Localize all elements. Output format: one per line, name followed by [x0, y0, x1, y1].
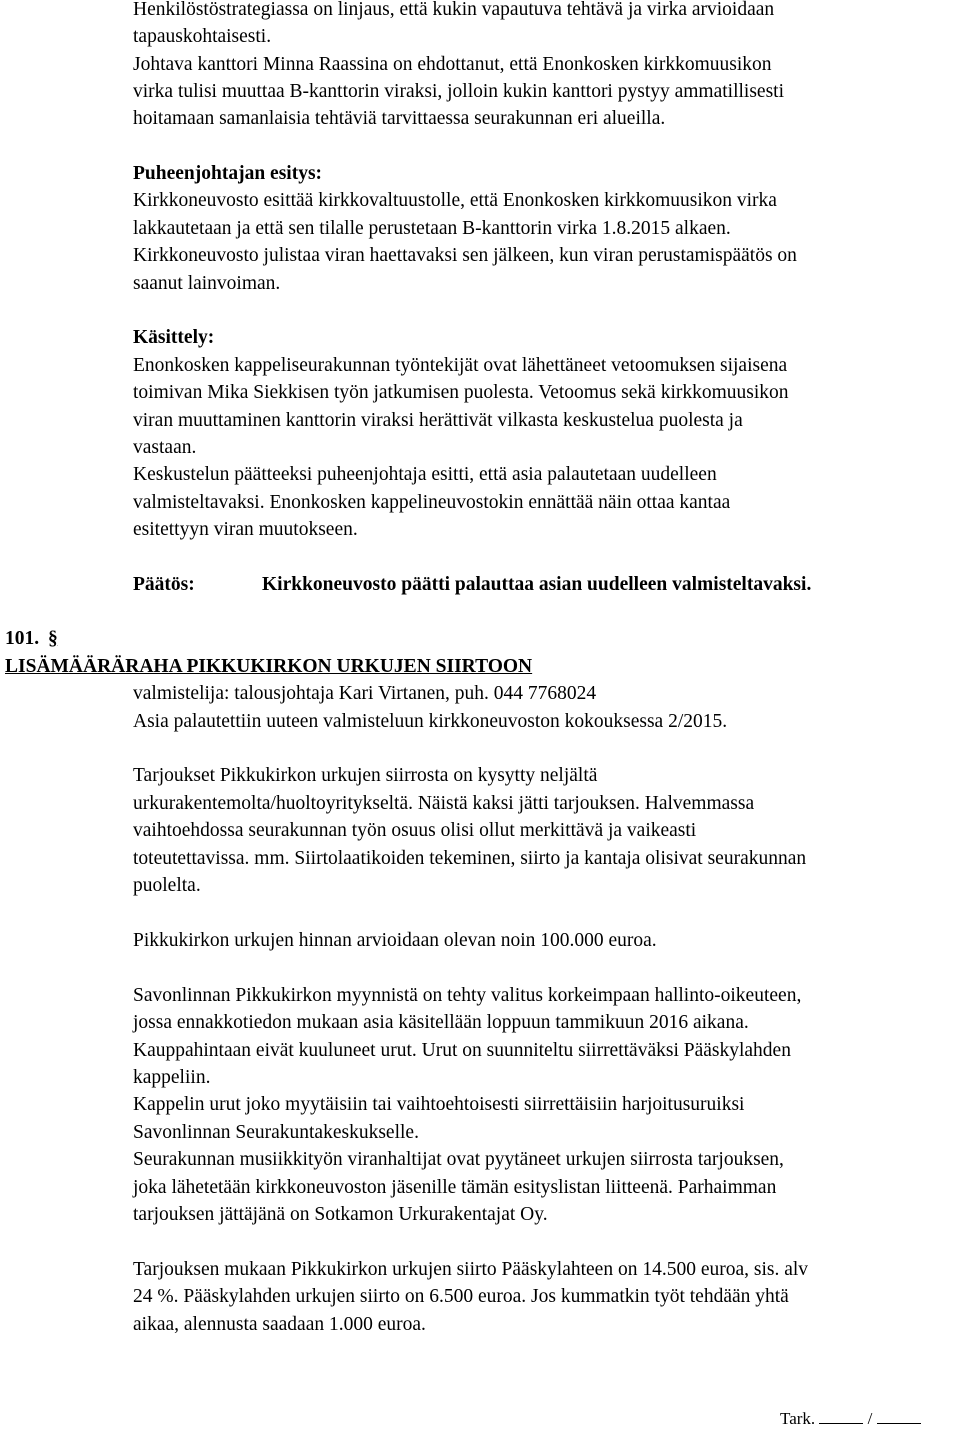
text-line: Enonkosken kappeliseurakunnan työntekijät ovat lähettäneet vetoomuksen sijaisena — [133, 355, 788, 376]
text-line: Savonlinnan Pikkukirkon myynnistä on tehty valitus korkeimpaan hallinto-oikeuteen, — [133, 985, 802, 1006]
decision-text: Kirkkoneuvosto päätti palauttaa asian uudelleen valmisteltavaksi. — [262, 574, 812, 595]
text-line: Kauppahintaan eivät kuuluneet urut. Urut on suunniteltu siirrettäväksi Pääskylahden — [133, 1040, 791, 1061]
checked-label — [780, 1410, 921, 1427]
text-line: aikaa, alennusta saadaan 1.000 euroa. — [133, 1314, 426, 1335]
text-line: valmisteltavaksi. Enonkosken kappelineuvostokin ennättää näin ottaa kantaa — [133, 492, 731, 513]
text-line: jossa ennakkotiedon mukaan asia käsitellään loppuun tammikuun 2016 aikana. — [133, 1012, 749, 1033]
text-line: valmistelija: talousjohtaja Kari Virtanen, puh. 044 7768024 — [133, 683, 597, 704]
text-line: urkurakentemolta/huoltoyritykseltä. Näistä kaksi jätti tarjouksen. Halvemmassa — [133, 793, 755, 814]
text-line: hoitamaan samanlaisia tehtäviä tarvittaessa seurakunnan eri alueilla. — [133, 108, 666, 129]
checked-blank-2 — [877, 1422, 921, 1424]
text-line: Johtava kanttori Minna Raassina on ehdottanut, että Enonkosken kirkkomuusikon — [133, 54, 772, 75]
text-line: Kirkkoneuvosto esittää kirkkovaltuustolle, että Enonkosken kirkkomuusikon virka — [133, 190, 777, 211]
section-sign: § — [48, 628, 58, 649]
text-line: 24 %. Pääskylahden urkujen siirto on 6.500 euroa. Jos kummatkin työt tehdään yhtä — [133, 1286, 789, 1307]
text-line: Pikkukirkon urkujen hinnan arvioidaan olevan noin 100.000 euroa. — [133, 930, 657, 951]
section-heading: Käsittely: — [133, 327, 215, 348]
text-line: esitettyyn viran muutokseen. — [133, 519, 358, 540]
item-title: LISÄMÄÄRÄRAHA PIKKUKIRKON URKUJEN SIIRTOON — [5, 656, 533, 677]
text-line: Keskustelun päätteeksi puheenjohtaja esitti, että asia palautetaan uudelleen — [133, 464, 717, 485]
text-line: lakkautetaan ja että sen tilalle perustetaan B-kanttorin virka 1.8.2015 alkaen. — [133, 218, 731, 239]
text-line: tarjouksen jättäjänä on Sotkamon Urkurakentajat Oy. — [133, 1204, 548, 1225]
text-line: Kirkkoneuvosto julistaa viran haettavaksi sen jälkeen, kun viran perustamispäätös on — [133, 245, 797, 266]
text-line: Tarjoukset Pikkukirkon urkujen siirrosta on kysytty neljältä — [133, 765, 598, 786]
text-line: Asia palautettiin uuteen valmisteluun kirkkoneuvoston kokouksessa 2/2015. — [133, 711, 728, 732]
text-line: Henkilöstöstrategiassa on linjaus, että kukin vapautuva tehtävä ja virka arvioidaan — [133, 0, 775, 20]
text-line: Seurakunnan musiikkityön viranhaltijat ovat pyytäneet urkujen siirrosta tarjouksen, — [133, 1149, 784, 1170]
text-line: joka lähetetään kirkkoneuvoston jäsenille tämän esityslistan liitteenä. Parhaimman — [133, 1177, 777, 1198]
text-line: vastaan. — [133, 437, 197, 458]
text-line: tapauskohtaisesti. — [133, 26, 272, 47]
text-line: kappeliin. — [133, 1067, 211, 1088]
text-line: Savonlinnan Seurakuntakeskukselle. — [133, 1122, 419, 1143]
decision-label: Päätös: — [133, 574, 195, 595]
checked-text: Tark. — [780, 1409, 816, 1428]
text-line: viran muuttaminen kanttorin viraksi herättivät vilkasta keskustelua puolesta ja — [133, 410, 743, 431]
item-number: 101. — [5, 628, 40, 649]
checked-slash: / — [867, 1409, 873, 1428]
text-line: toteutettavissa. mm. Siirtolaatikoiden tekeminen, siirto ja kantaja olisivat seurakunnan — [133, 848, 807, 869]
text-line: virka tulisi muuttaa B-kanttorin viraksi, jolloin kukin kanttori pystyy ammatillisesti — [133, 81, 785, 102]
text-line: saanut lainvoiman. — [133, 273, 281, 294]
text-line: puolelta. — [133, 875, 201, 896]
text-line: vaihtoehdossa seurakunnan työn osuus olisi ollut merkittävä ja vaikeasti — [133, 820, 697, 841]
text-line: Kappelin urut joko myytäisiin tai vaihtoehtoisesti siirrettäisiin harjoitusuruiksi — [133, 1094, 745, 1115]
text-line: Tarjouksen mukaan Pikkukirkon urkujen siirto Pääskylahteen on 14.500 euroa, sis. alv — [133, 1259, 809, 1280]
checked-blank-1 — [819, 1422, 863, 1424]
section-heading: Puheenjohtajan esitys: — [133, 163, 323, 184]
text-line: toimivan Mika Siekkisen työn jatkumisen puolesta. Vetoomus sekä kirkkomuusikon — [133, 382, 789, 403]
